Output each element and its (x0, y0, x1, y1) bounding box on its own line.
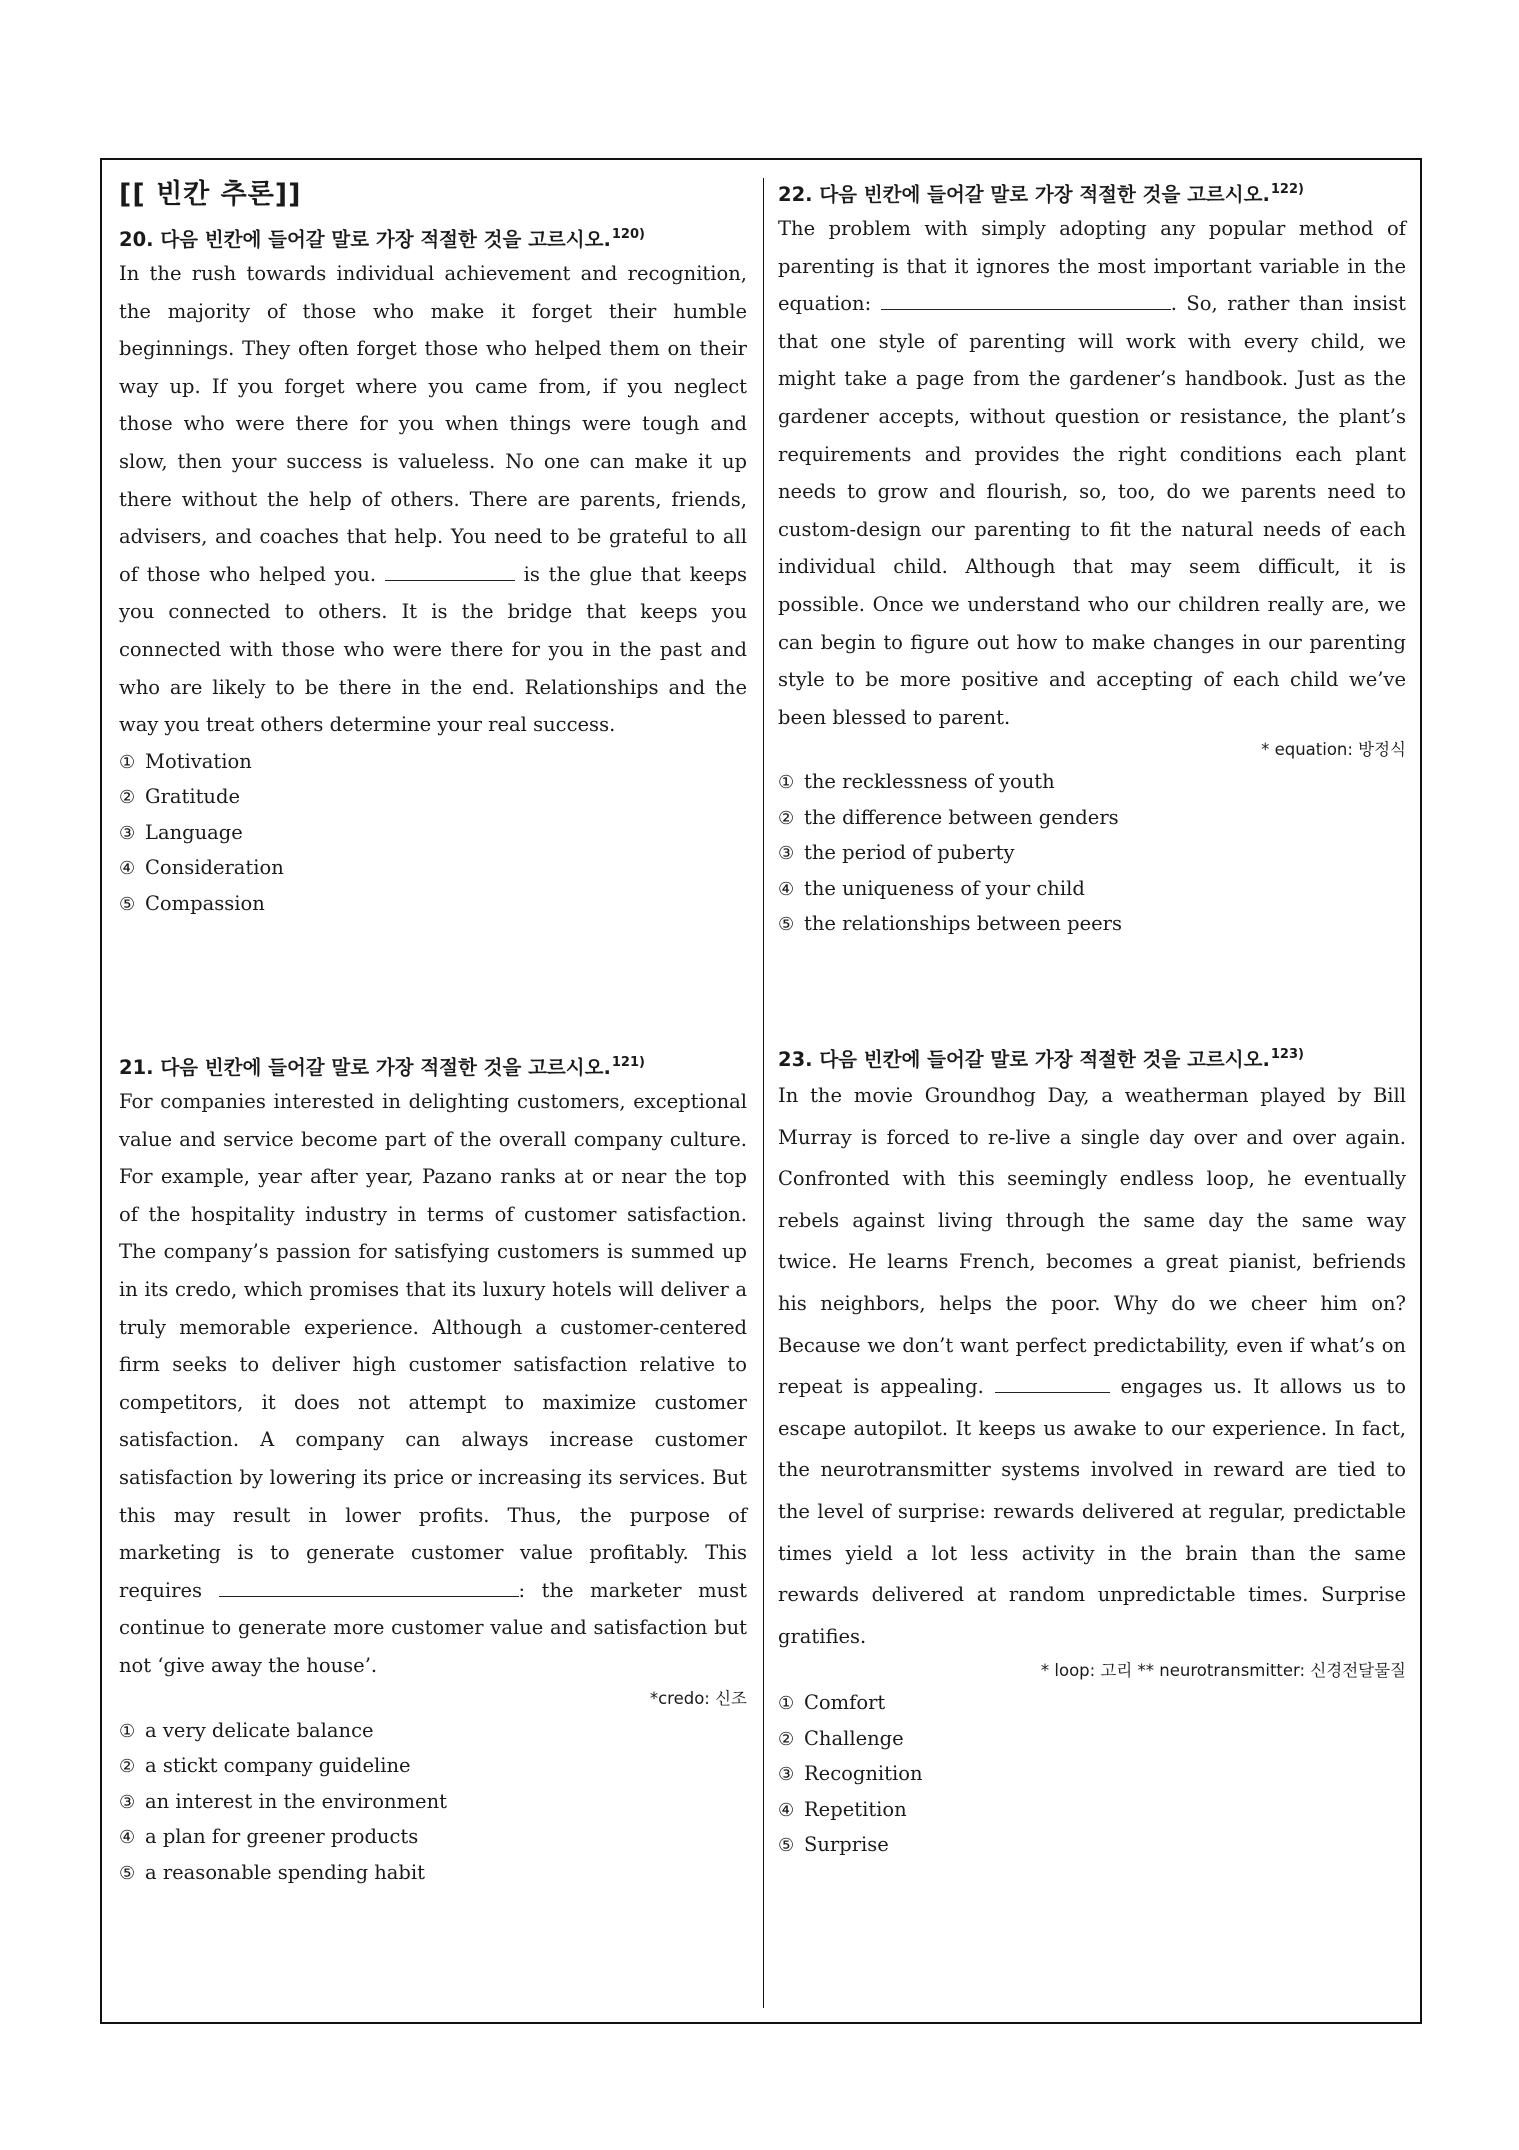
passage-after: engages us. It allows us to escape autopilot. It keeps us awake to our experience. In fact, the neurotransmitter systems involved in reward are tied to the level of surprise: rewards delivered at regular, predictable times yield a lot less activity in the brain than the same rewards delivered at random unpredictable times. Surprise gratifies. (778, 1375, 1406, 1648)
footnote-ref: 122) (1270, 182, 1304, 197)
question-22 (778, 175, 1406, 942)
question-prompt: 다음 빈칸에 들어갈 말로 가장 적절한 것을 고르시오. (160, 1056, 611, 1079)
option-item[interactable] (778, 1756, 1406, 1792)
option-item[interactable] (119, 1713, 747, 1749)
option-item[interactable] (778, 764, 1406, 800)
question-title (778, 175, 1406, 210)
option-text: the uniqueness of your child (804, 876, 1085, 900)
option-item[interactable] (778, 800, 1406, 836)
answer-blank (385, 562, 515, 581)
option-number: ② (778, 807, 795, 829)
question-prompt: 다음 빈칸에 들어갈 말로 가장 적절한 것을 고르시오. (160, 228, 611, 251)
option-number: ① (119, 1720, 136, 1742)
option-text: Language (145, 820, 243, 844)
option-item[interactable] (778, 1827, 1406, 1863)
option-text: an interest in the environment (145, 1789, 447, 1813)
option-number: ③ (778, 843, 795, 865)
option-item[interactable] (778, 871, 1406, 907)
option-text: a plan for greener products (145, 1825, 419, 1848)
question-prompt: 다음 빈칸에 들어갈 말로 가장 적절한 것을 고르시오. (819, 1048, 1270, 1071)
answer-options (778, 764, 1406, 942)
option-number: ① (778, 772, 795, 794)
option-number: ④ (119, 1827, 136, 1848)
option-number: ⑤ (119, 1862, 136, 1884)
question-passage (778, 1075, 1406, 1657)
passage-before: The problem with simply adopting any popular method of parenting is that it ignores the most important variable in the equation: (778, 217, 1406, 316)
option-number: ⑤ (778, 1835, 795, 1857)
footnote-ref: 120) (611, 227, 645, 242)
footnote-note: * loop: 고리 ** neurotransmitter: 신경전달물질 (1040, 1661, 1406, 1681)
option-item[interactable] (119, 1784, 747, 1820)
question-number: 23. (778, 1048, 813, 1071)
option-item[interactable] (778, 835, 1406, 871)
option-text: Gratitude (145, 785, 241, 809)
option-item[interactable] (778, 1721, 1406, 1757)
question-title (119, 1048, 747, 1083)
option-item[interactable] (119, 886, 747, 922)
footnote-note: * equation: 방정식 (1261, 740, 1406, 760)
passage-before: In the rush towards individual achievement and recognition, the majority of those who make it forget their humble beginnings. They often forget those who helped them on their way up. If you forget where you came from, if you neglect those who were there for you when things were tough and slow, then your success is valueless. No one can make it up there without the help of others. There are parents, friends, advisers, and coaches that help. You need to be grateful to all of those who helped you. (119, 262, 747, 586)
option-number: ② (119, 787, 136, 809)
passage-after: : the marketer must continue to generate more customer value and satisfaction but not ‘give away the house’. (119, 1578, 747, 1677)
section-title: [[ 빈칸 추론]] (119, 179, 302, 210)
option-text: Recognition (804, 1762, 923, 1786)
column-divider (763, 178, 764, 2008)
question-passage (778, 210, 1406, 736)
option-text: the relationships between peers (804, 912, 1122, 936)
option-item[interactable] (119, 1855, 747, 1891)
question-number: 22. (778, 183, 813, 206)
option-text: the recklessness of youth (804, 770, 1055, 794)
footnote-note: *credo: 신조 (649, 1688, 747, 1708)
option-number: ② (778, 1728, 795, 1750)
option-number: ⑤ (778, 914, 795, 936)
question-prompt: 다음 빈칸에 들어갈 말로 가장 적절한 것을 고르시오. (819, 183, 1270, 206)
option-number: ④ (778, 1799, 795, 1821)
option-text: the period of puberty (804, 841, 1015, 865)
option-number: ③ (778, 1764, 795, 1786)
option-item[interactable] (119, 744, 747, 780)
option-number: ⑤ (119, 893, 136, 915)
option-text: Compassion (145, 891, 265, 915)
question-number: 20. (119, 228, 154, 251)
option-number: ③ (119, 822, 136, 844)
question-passage (119, 255, 747, 744)
option-number: ① (778, 1693, 795, 1715)
option-number: ③ (119, 1791, 136, 1813)
answer-blank (219, 1578, 519, 1597)
question-passage (119, 1083, 747, 1685)
option-item[interactable] (778, 1685, 1406, 1721)
option-item[interactable] (119, 815, 747, 851)
question-23 (778, 1040, 1406, 1863)
option-text: the difference between genders (804, 805, 1119, 829)
question-20 (119, 220, 747, 921)
option-text: Surprise (804, 1833, 889, 1857)
option-text: a stickt company guideline (145, 1754, 411, 1777)
option-text: Comfort (804, 1691, 886, 1715)
option-text: a reasonable spending habit (145, 1860, 425, 1884)
option-item[interactable] (778, 906, 1406, 942)
page-frame (100, 158, 1422, 2024)
footnote-ref: 121) (611, 1055, 645, 1070)
option-text: Motivation (145, 749, 252, 773)
option-number: ① (119, 751, 136, 773)
passage-before: In the movie Groundhog Day, a weatherman played by Bill Murray is forced to re-live a single day over and over again. Confronted with this seemingly endless loop, he eventually rebels against living through the same day the same way twice. He learns French, becomes a great pianist, befriends his neighbors, helps the poor. Why do we cheer him on? Because we don’t want perfect predictability, even if what’s on repeat is appealing. (778, 1084, 1406, 1399)
answer-blank (995, 1374, 1110, 1393)
question-title (119, 220, 747, 255)
question-number: 21. (119, 1056, 154, 1079)
footnote-ref: 123) (1270, 1047, 1304, 1062)
answer-options (119, 1713, 747, 1891)
option-text: Repetition (804, 1797, 907, 1821)
passage-after: is the glue that keeps you connected to others. It is the bridge that keeps you connected with those who were there for you in the past and who are likely to be there in the end. Relationships and the way you treat others determine your real success. (119, 562, 747, 737)
question-21 (119, 1048, 747, 1890)
option-number: ② (119, 1756, 136, 1777)
option-text: Consideration (145, 856, 284, 880)
question-title (778, 1040, 1406, 1075)
option-number: ④ (778, 878, 795, 900)
passage-before: For companies interested in delighting customers, exceptional value and service become part of the overall company culture. For example, year after year, Pazano ranks at or near the top of the hospitality industry in terms of customer satisfaction. The company’s passion for satisfying customers is summed up in its credo, which promises that its luxury hotels will deliver a truly memorable experience. Although a customer-centered firm seeks to deliver high customer satisfaction relative to competitors, it does not attempt to maximize customer satisfaction. A company can always increase customer satisfaction by lowering its price or increasing its services. But this may result in lower profits. Thus, the purpose of marketing is to generate customer value profitably. This requires (119, 1090, 747, 1602)
passage-after: . So, rather than insist that one style of parenting will work with every child, we might take a page from the gardener’s handbook. Just as the gardener accepts, without question or resistance, the plant’s requirements and provides the right conditions each plant needs to grow and flourish, so, too, do we parents need to custom-design our parenting to fit the natural needs of each individual child. Although that may seem difficult, it is possible. Once we understand who our children really are, we can begin to figure out how to make changes in our parenting style to be more positive and accepting of each child we’ve been blessed to parent. (778, 292, 1406, 729)
option-item[interactable] (119, 779, 747, 815)
option-item[interactable] (778, 1792, 1406, 1828)
option-item[interactable] (119, 1819, 747, 1855)
option-item[interactable] (119, 1748, 747, 1784)
option-item[interactable] (119, 850, 747, 886)
answer-blank (881, 291, 1171, 310)
option-text: Challenge (804, 1726, 904, 1750)
option-text: a very delicate balance (145, 1718, 374, 1742)
answer-options (778, 1685, 1406, 1863)
answer-options (119, 744, 747, 922)
option-number: ④ (119, 858, 136, 880)
